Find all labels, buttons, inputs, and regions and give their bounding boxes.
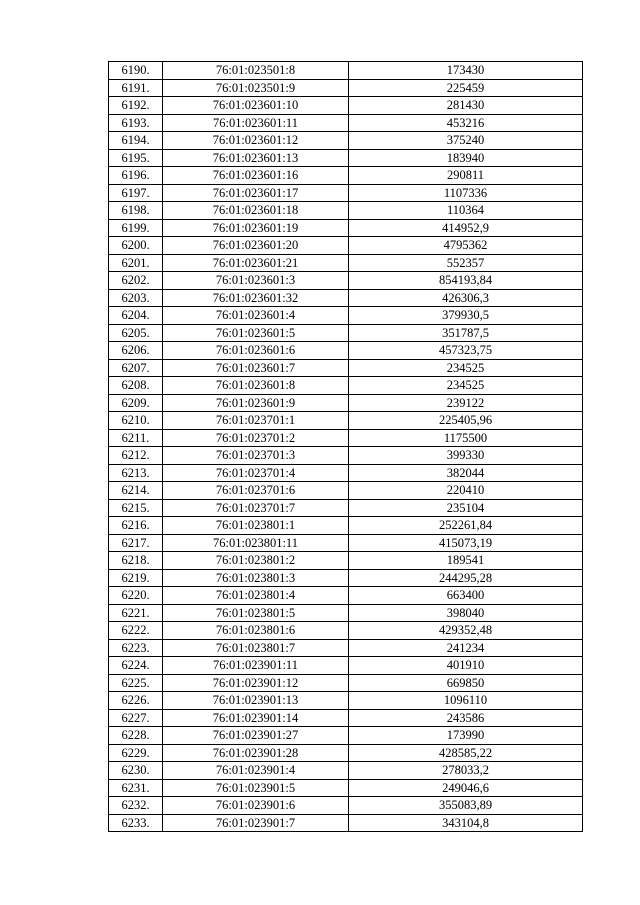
row-number-cell: 6220. (109, 587, 163, 605)
cadastral-value-cell: 429352,48 (349, 622, 583, 640)
table-row (109, 429, 583, 447)
table-row (109, 727, 583, 745)
cadastral-value-cell: 428585,22 (349, 744, 583, 762)
cadastral-value-cell: 398040 (349, 604, 583, 622)
table-row (109, 114, 583, 132)
row-number-cell: 6233. (109, 814, 163, 832)
cadastral-number-cell: 76:01:023901:11 (163, 657, 349, 675)
cadastral-value-cell: 343104,8 (349, 814, 583, 832)
cadastral-number-cell: 76:01:023601:19 (163, 219, 349, 237)
cadastral-number-cell: 76:01:023601:5 (163, 324, 349, 342)
cadastral-value-cell: 234525 (349, 377, 583, 395)
row-number-cell: 6225. (109, 674, 163, 692)
cadastral-value-cell: 235104 (349, 499, 583, 517)
cadastral-value-cell: 281430 (349, 97, 583, 115)
row-number-cell: 6227. (109, 709, 163, 727)
cadastral-number-cell: 76:01:023901:6 (163, 797, 349, 815)
cadastral-value-cell: 110364 (349, 202, 583, 220)
cadastral-value-cell: 426306,3 (349, 289, 583, 307)
row-number-cell: 6205. (109, 324, 163, 342)
cadastral-value-cell: 355083,89 (349, 797, 583, 815)
table-row (109, 692, 583, 710)
cadastral-number-cell: 76:01:023601:9 (163, 394, 349, 412)
table-row (109, 342, 583, 360)
table-row (109, 552, 583, 570)
cadastral-number-cell: 76:01:023701:7 (163, 499, 349, 517)
row-number-cell: 6226. (109, 692, 163, 710)
cadastral-number-cell: 76:01:023601:6 (163, 342, 349, 360)
cadastral-value-cell: 173990 (349, 727, 583, 745)
cadastral-value-cell: 173430 (349, 62, 583, 80)
cadastral-number-cell: 76:01:023801:6 (163, 622, 349, 640)
row-number-cell: 6218. (109, 552, 163, 570)
cadastral-value-cell: 379930,5 (349, 307, 583, 325)
cadastral-number-cell: 76:01:023601:11 (163, 114, 349, 132)
table-row (109, 482, 583, 500)
cadastral-number-cell: 76:01:023801:7 (163, 639, 349, 657)
row-number-cell: 6204. (109, 307, 163, 325)
table-row (109, 359, 583, 377)
cadastral-number-cell: 76:01:023501:9 (163, 79, 349, 97)
cadastral-number-cell: 76:01:023501:8 (163, 62, 349, 80)
table-row (109, 412, 583, 430)
row-number-cell: 6213. (109, 464, 163, 482)
cadastral-number-cell: 76:01:023601:32 (163, 289, 349, 307)
cadastral-number-cell: 76:01:023801:5 (163, 604, 349, 622)
row-number-cell: 6201. (109, 254, 163, 272)
table-row (109, 377, 583, 395)
table-row (109, 132, 583, 150)
table-row (109, 272, 583, 290)
row-number-cell: 6194. (109, 132, 163, 150)
cadastral-value-cell: 278033,2 (349, 762, 583, 780)
cadastral-number-cell: 76:01:023701:6 (163, 482, 349, 500)
cadastral-value-cell: 453216 (349, 114, 583, 132)
cadastral-value-table (108, 61, 583, 832)
row-number-cell: 6192. (109, 97, 163, 115)
cadastral-value-cell: 415073,19 (349, 534, 583, 552)
table-row (109, 202, 583, 220)
cadastral-number-cell: 76:01:023601:3 (163, 272, 349, 290)
row-number-cell: 6221. (109, 604, 163, 622)
table-row (109, 779, 583, 797)
table-row (109, 62, 583, 80)
table-row (109, 797, 583, 815)
table-row (109, 639, 583, 657)
table-row (109, 307, 583, 325)
cadastral-number-cell: 76:01:023901:7 (163, 814, 349, 832)
cadastral-value-cell: 252261,84 (349, 517, 583, 535)
cadastral-value-cell: 552357 (349, 254, 583, 272)
table-body (109, 62, 583, 832)
row-number-cell: 6206. (109, 342, 163, 360)
cadastral-number-cell: 76:01:023601:10 (163, 97, 349, 115)
cadastral-value-cell: 4795362 (349, 237, 583, 255)
cadastral-value-cell: 239122 (349, 394, 583, 412)
row-number-cell: 6198. (109, 202, 163, 220)
table-row (109, 587, 583, 605)
cadastral-number-cell: 76:01:023901:5 (163, 779, 349, 797)
cadastral-number-cell: 76:01:023601:8 (163, 377, 349, 395)
table-row (109, 447, 583, 465)
cadastral-number-cell: 76:01:023601:20 (163, 237, 349, 255)
table-row (109, 149, 583, 167)
row-number-cell: 6222. (109, 622, 163, 640)
cadastral-value-cell: 244295,28 (349, 569, 583, 587)
cadastral-value-cell: 382044 (349, 464, 583, 482)
cadastral-value-cell: 225459 (349, 79, 583, 97)
cadastral-number-cell: 76:01:023801:1 (163, 517, 349, 535)
row-number-cell: 6209. (109, 394, 163, 412)
cadastral-value-cell: 351787,5 (349, 324, 583, 342)
table-row (109, 167, 583, 185)
table-row (109, 814, 583, 832)
row-number-cell: 6223. (109, 639, 163, 657)
table-row (109, 219, 583, 237)
cadastral-value-cell: 401910 (349, 657, 583, 675)
table-row (109, 569, 583, 587)
cadastral-value-cell: 220410 (349, 482, 583, 500)
cadastral-value-cell: 399330 (349, 447, 583, 465)
cadastral-value-cell: 225405,96 (349, 412, 583, 430)
table-row (109, 744, 583, 762)
cadastral-value-cell: 1175500 (349, 429, 583, 447)
table-row (109, 394, 583, 412)
cadastral-number-cell: 76:01:023901:27 (163, 727, 349, 745)
cadastral-value-cell: 1107336 (349, 184, 583, 202)
row-number-cell: 6195. (109, 149, 163, 167)
table-row (109, 657, 583, 675)
table-row (109, 237, 583, 255)
cadastral-value-cell: 375240 (349, 132, 583, 150)
row-number-cell: 6197. (109, 184, 163, 202)
table-row (109, 97, 583, 115)
cadastral-value-cell: 854193,84 (349, 272, 583, 290)
cadastral-number-cell: 76:01:023701:3 (163, 447, 349, 465)
cadastral-number-cell: 76:01:023601:13 (163, 149, 349, 167)
row-number-cell: 6217. (109, 534, 163, 552)
row-number-cell: 6230. (109, 762, 163, 780)
table-row (109, 464, 583, 482)
row-number-cell: 6215. (109, 499, 163, 517)
table-row (109, 499, 583, 517)
row-number-cell: 6202. (109, 272, 163, 290)
cadastral-value-cell: 414952,9 (349, 219, 583, 237)
cadastral-value-cell: 249046,6 (349, 779, 583, 797)
table-row (109, 762, 583, 780)
row-number-cell: 6211. (109, 429, 163, 447)
row-number-cell: 6200. (109, 237, 163, 255)
cadastral-number-cell: 76:01:023901:13 (163, 692, 349, 710)
cadastral-number-cell: 76:01:023601:17 (163, 184, 349, 202)
table-row (109, 517, 583, 535)
row-number-cell: 6191. (109, 79, 163, 97)
row-number-cell: 6196. (109, 167, 163, 185)
table-row (109, 709, 583, 727)
table-row (109, 622, 583, 640)
table-row (109, 79, 583, 97)
table-row (109, 254, 583, 272)
cadastral-number-cell: 76:01:023601:16 (163, 167, 349, 185)
cadastral-value-cell: 290811 (349, 167, 583, 185)
cadastral-number-cell: 76:01:023601:21 (163, 254, 349, 272)
row-number-cell: 6231. (109, 779, 163, 797)
row-number-cell: 6219. (109, 569, 163, 587)
cadastral-value-cell: 183940 (349, 149, 583, 167)
cadastral-value-cell: 243586 (349, 709, 583, 727)
cadastral-value-cell: 241234 (349, 639, 583, 657)
table-row (109, 324, 583, 342)
row-number-cell: 6228. (109, 727, 163, 745)
cadastral-number-cell: 76:01:023901:14 (163, 709, 349, 727)
cadastral-value-cell: 234525 (349, 359, 583, 377)
cadastral-number-cell: 76:01:023601:7 (163, 359, 349, 377)
row-number-cell: 6193. (109, 114, 163, 132)
table-row (109, 674, 583, 692)
table-row (109, 289, 583, 307)
row-number-cell: 6224. (109, 657, 163, 675)
row-number-cell: 6212. (109, 447, 163, 465)
table-row (109, 184, 583, 202)
cadastral-number-cell: 76:01:023901:28 (163, 744, 349, 762)
row-number-cell: 6210. (109, 412, 163, 430)
row-number-cell: 6232. (109, 797, 163, 815)
row-number-cell: 6203. (109, 289, 163, 307)
cadastral-number-cell: 76:01:023901:12 (163, 674, 349, 692)
cadastral-number-cell: 76:01:023701:1 (163, 412, 349, 430)
cadastral-number-cell: 76:01:023601:18 (163, 202, 349, 220)
table-row (109, 604, 583, 622)
row-number-cell: 6199. (109, 219, 163, 237)
row-number-cell: 6208. (109, 377, 163, 395)
cadastral-value-cell: 1096110 (349, 692, 583, 710)
row-number-cell: 6229. (109, 744, 163, 762)
cadastral-value-cell: 457323,75 (349, 342, 583, 360)
cadastral-number-cell: 76:01:023701:4 (163, 464, 349, 482)
cadastral-number-cell: 76:01:023801:2 (163, 552, 349, 570)
cadastral-number-cell: 76:01:023601:4 (163, 307, 349, 325)
cadastral-value-cell: 189541 (349, 552, 583, 570)
row-number-cell: 6207. (109, 359, 163, 377)
cadastral-number-cell: 76:01:023801:3 (163, 569, 349, 587)
cadastral-number-cell: 76:01:023801:11 (163, 534, 349, 552)
cadastral-number-cell: 76:01:023801:4 (163, 587, 349, 605)
row-number-cell: 6190. (109, 62, 163, 80)
cadastral-number-cell: 76:01:023701:2 (163, 429, 349, 447)
cadastral-number-cell: 76:01:023601:12 (163, 132, 349, 150)
cadastral-value-cell: 669850 (349, 674, 583, 692)
row-number-cell: 6216. (109, 517, 163, 535)
cadastral-number-cell: 76:01:023901:4 (163, 762, 349, 780)
cadastral-value-cell: 663400 (349, 587, 583, 605)
row-number-cell: 6214. (109, 482, 163, 500)
table-row (109, 534, 583, 552)
